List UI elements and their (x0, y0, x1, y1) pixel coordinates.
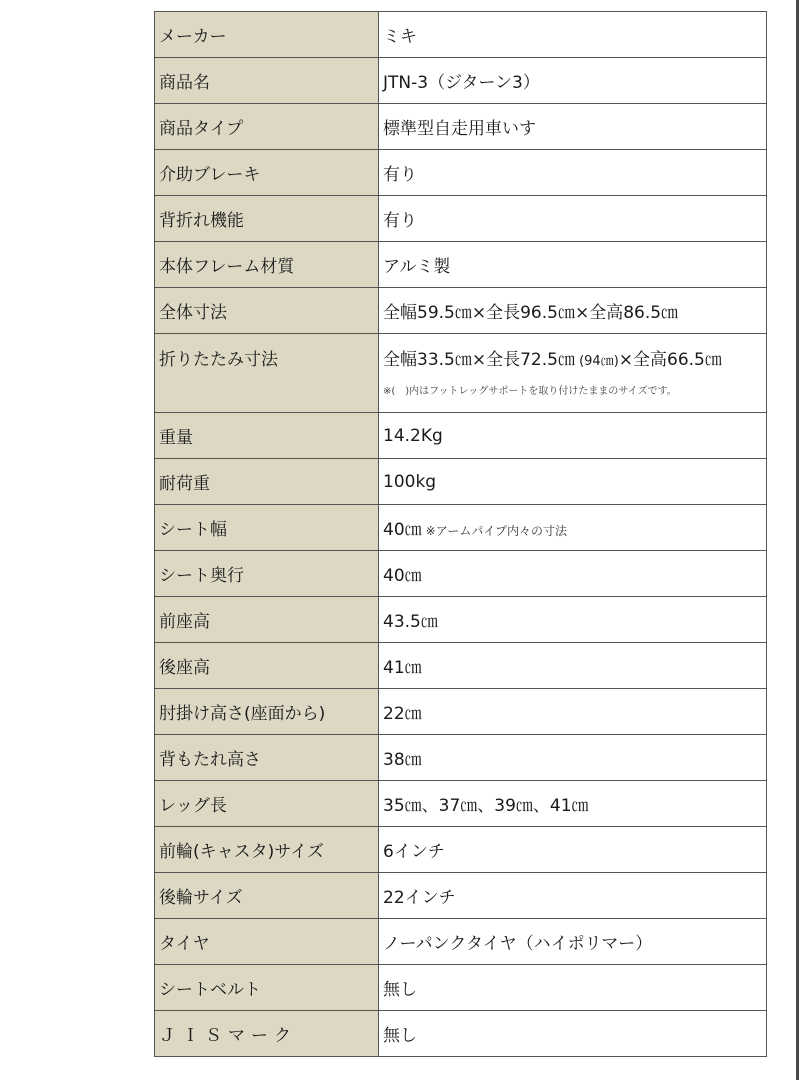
row-label: 商品名 (155, 58, 379, 104)
table-row-seat-width (155, 505, 767, 551)
row-label: ＪＩＳマーク (155, 1011, 379, 1057)
row-value: 無し (379, 1011, 767, 1057)
folded-dimensions-paren: (94㎝) (574, 354, 619, 369)
row-label: 背折れ機能 (155, 196, 379, 242)
spec-table (154, 11, 767, 1057)
table-row-backrest-height (155, 735, 767, 781)
row-value (379, 334, 767, 413)
table-row-jis-mark (155, 1011, 767, 1057)
table-row-product-type (155, 104, 767, 150)
row-label: 折りたたみ寸法 (155, 334, 379, 413)
folded-dimensions-main: 全幅33.5㎝×全長72.5㎝ (383, 350, 575, 370)
table-row-front-seat-height (155, 597, 767, 643)
row-label: 商品タイプ (155, 104, 379, 150)
row-label: 介助ブレーキ (155, 150, 379, 196)
table-row-folded-dimensions (155, 334, 767, 413)
row-value: 40㎝ (379, 551, 767, 597)
row-value: 全幅59.5㎝×全長96.5㎝×全高86.5㎝ (379, 288, 767, 334)
row-label: 前座高 (155, 597, 379, 643)
seat-width-value: 40㎝ (383, 520, 422, 540)
row-label: 本体フレーム材質 (155, 242, 379, 288)
row-label: 後輪サイズ (155, 873, 379, 919)
row-label: 耐荷重 (155, 459, 379, 505)
row-label: シートベルト (155, 965, 379, 1011)
table-row-product-name (155, 58, 767, 104)
row-value: ミキ (379, 12, 767, 58)
row-label: 背もたれ高さ (155, 735, 379, 781)
row-value: JTN-3（ジターン3） (379, 58, 767, 104)
row-value: 41㎝ (379, 643, 767, 689)
row-value: 100kg (379, 459, 767, 505)
row-label: タイヤ (155, 919, 379, 965)
row-label: シート幅 (155, 505, 379, 551)
table-row-leg-length (155, 781, 767, 827)
row-value: 無し (379, 965, 767, 1011)
table-row-back-fold (155, 196, 767, 242)
table-row-weight (155, 413, 767, 459)
row-label: レッグ長 (155, 781, 379, 827)
table-row-rear-seat-height (155, 643, 767, 689)
row-value: 22㎝ (379, 689, 767, 735)
row-label: 前輪(キャスタ)サイズ (155, 827, 379, 873)
row-value: 有り (379, 150, 767, 196)
row-value: ノーパンクタイヤ（ハイポリマー） (379, 919, 767, 965)
table-row-assist-brake (155, 150, 767, 196)
row-value: 有り (379, 196, 767, 242)
table-row-armrest-height (155, 689, 767, 735)
table-row-front-wheel-size (155, 827, 767, 873)
row-label: 重量 (155, 413, 379, 459)
row-label: メーカー (155, 12, 379, 58)
table-row-load-capacity (155, 459, 767, 505)
table-row-maker (155, 12, 767, 58)
row-value: アルミ製 (379, 242, 767, 288)
row-value: 38㎝ (379, 735, 767, 781)
folded-dimensions-height: ×全高66.5㎝ (618, 350, 722, 370)
table-row-tire (155, 919, 767, 965)
row-value: 標準型自走用車いす (379, 104, 767, 150)
row-value: 14.2Kg (379, 413, 767, 459)
table-row-seat-depth (155, 551, 767, 597)
table-row-overall-dimensions (155, 288, 767, 334)
row-value (379, 505, 767, 551)
row-value: 35㎝、37㎝、39㎝、41㎝ (379, 781, 767, 827)
row-label: 肘掛け高さ(座面から) (155, 689, 379, 735)
row-label: 後座高 (155, 643, 379, 689)
seat-width-note: ※アームパイプ内々の寸法 (425, 524, 567, 538)
row-value: 6インチ (379, 827, 767, 873)
folded-dimensions-note: ※( )内はフットレッグサポートを取り付けたままのサイズです。 (383, 386, 677, 397)
row-label: 全体寸法 (155, 288, 379, 334)
row-label: シート奥行 (155, 551, 379, 597)
row-value: 22インチ (379, 873, 767, 919)
row-value: 43.5㎝ (379, 597, 767, 643)
table-row-rear-wheel-size (155, 873, 767, 919)
table-row-frame-material (155, 242, 767, 288)
table-row-seat-belt (155, 965, 767, 1011)
